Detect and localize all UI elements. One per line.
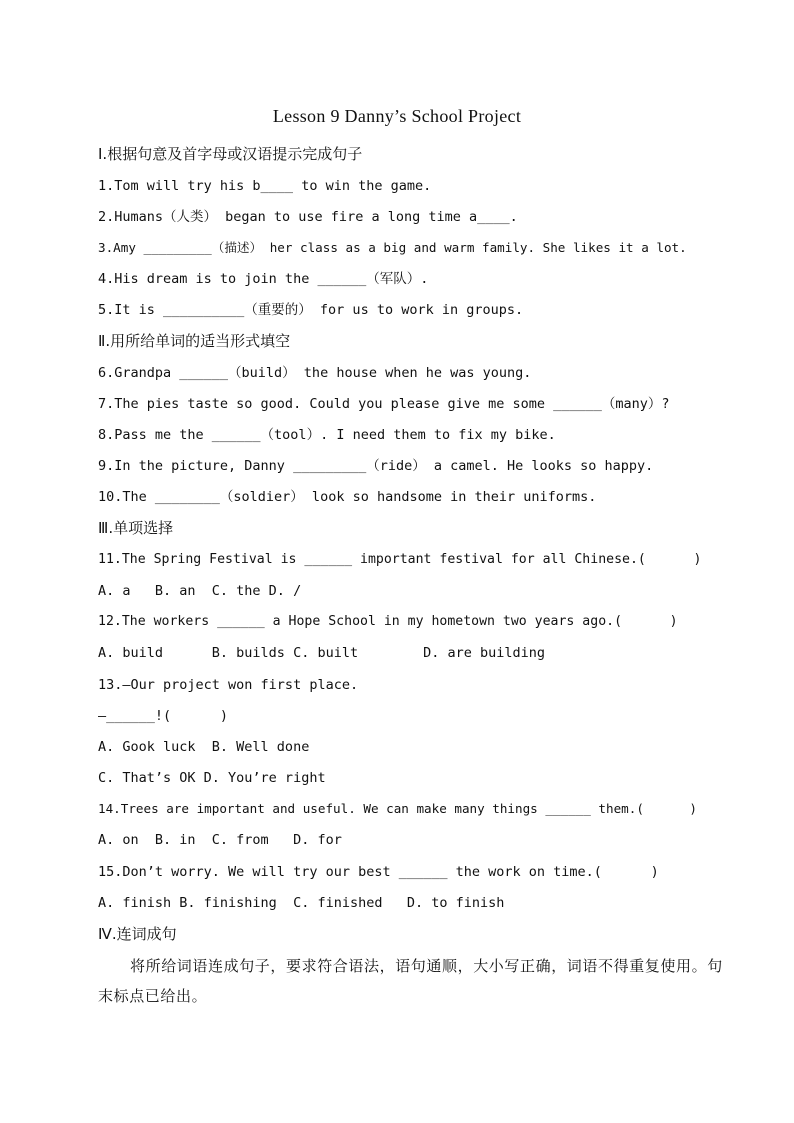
question-5: 5.It is __________（重要的） for us to work in groups. [98,302,524,318]
section-2-heading: Ⅱ.用所给单词的适当形式填空 [98,332,291,350]
question-15: 15.Don’t worry. We will try our best ______ the work on time.( ) [98,864,659,880]
question-8: 8.Pass me the ______（tool）. I need them to fix my bike. [98,427,556,443]
question-10: 10.The ________（soldier） look so handsome in their uniforms. [98,489,597,505]
question-9: 9.In the picture, Danny _________（ride） a camel. He looks so happy. [98,458,654,474]
question-13: 13.—Our project won first place. [98,677,359,693]
question-11-options: A. a B. an C. the D. / [98,583,302,599]
question-13-options-c-d: C. That’s OK D. You’re right [98,770,326,786]
worksheet-title: Lesson 9 Danny’s School Project [272,106,522,126]
question-12: 12.The workers ______ a Hope School in my hometown two years ago.( ) [98,614,678,629]
question-15-options: A. finish B. finishing C. finished D. to finish [98,895,505,911]
section-1-heading: Ⅰ.根据句意及首字母或汉语提示完成句子 [98,145,363,163]
section-4-instruction: 将所给词语连成句子，要求符合语法，语句通顺，大小写正确，词语不得重复使用。句末标点已给出。 [98,957,723,1005]
question-2: 2.Humans（人类） began to use fire a long time a____. [98,209,518,225]
question-12-options: A. build B. builds C. built D. are building [98,645,546,661]
section-3-heading: Ⅲ.单项选择 [98,519,174,537]
question-13-reply: —______!( ) [98,708,229,724]
question-6: 6.Grandpa ______（build） the house when he was young. [98,365,532,381]
question-7: 7.The pies taste so good. Could you please give me some ______（many）? [98,396,670,412]
question-11: 11.The Spring Festival is ______ important festival for all Chinese.( ) [98,552,702,567]
question-4: 4.His dream is to join the ______（军队）. [98,271,429,287]
question-3: 3.Amy _________（描述） her class as a big and warm family. She likes it a lot. [98,240,687,255]
question-14: 14.Trees are important and useful. We can make many things ______ them.( ) [98,801,697,816]
section-4-heading: Ⅳ.连词成句 [98,925,177,943]
question-14-options: A. on B. in C. from D. for [98,832,342,848]
question-13-options-a-b: A. Gook luck B. Well done [98,739,310,755]
question-1: 1.Tom will try his b____ to win the game. [98,178,432,194]
